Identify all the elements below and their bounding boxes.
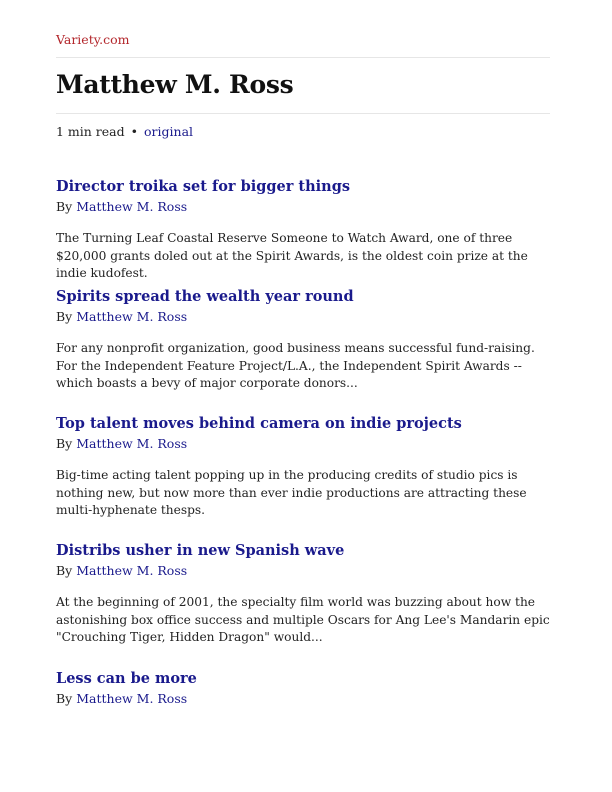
article-item bbox=[56, 415, 550, 520]
author-link[interactable]: Matthew M. Ross bbox=[76, 563, 188, 578]
byline bbox=[56, 436, 550, 452]
article-summary: At the beginning of 2001, the specialty film world was buzzing about how the astonishing box office success and multiple Oscars for Ang Lee's Mandarin epic "Crouching Tiger, Hidden Dragon" would... bbox=[56, 595, 550, 644]
article-meta bbox=[56, 124, 193, 139]
byline-label: By bbox=[56, 691, 73, 706]
byline-label: By bbox=[56, 436, 73, 451]
byline-label: By bbox=[56, 563, 73, 578]
article-title-link[interactable]: Top talent moves behind camera on indie projects bbox=[56, 415, 462, 432]
byline bbox=[56, 691, 550, 707]
article-item bbox=[56, 178, 550, 283]
original-link[interactable]: original bbox=[144, 124, 194, 139]
author-link[interactable]: Matthew M. Ross bbox=[76, 309, 188, 324]
article-title-link[interactable]: Director troika set for bigger things bbox=[56, 178, 351, 195]
byline-label: By bbox=[56, 199, 73, 214]
article-item bbox=[56, 670, 550, 707]
article-title-link[interactable]: Spirits spread the wealth year round bbox=[56, 288, 354, 305]
article-summary: For any nonprofit organization, good business means successful fund-raising. For the Independent Feature Project/L.A., the Independent Spirit Awards -- which boasts a bevy of major corporate donors... bbox=[56, 341, 535, 390]
byline bbox=[56, 563, 550, 579]
article-summary: Big-time acting talent popping up in the producing credits of studio pics is nothing new, but now more than ever indie productions are attracting these multi-hyphenate thesps. bbox=[56, 468, 527, 517]
article-title-link[interactable]: Distribs usher in new Spanish wave bbox=[56, 542, 345, 559]
title-divider bbox=[56, 113, 550, 114]
header-divider bbox=[56, 57, 550, 58]
page-title: Matthew M. Ross bbox=[56, 70, 294, 99]
article-title-link[interactable]: Less can be more bbox=[56, 670, 197, 687]
article-item bbox=[56, 542, 550, 647]
author-link[interactable]: Matthew M. Ross bbox=[76, 436, 188, 451]
article-summary: The Turning Leaf Coastal Reserve Someone to Watch Award, one of three $20,000 grants doled out at the Spirit Awards, is the oldest coin prize at the indie kudofest. bbox=[56, 231, 528, 280]
author-link[interactable]: Matthew M. Ross bbox=[76, 199, 188, 214]
author-link[interactable]: Matthew M. Ross bbox=[76, 691, 188, 706]
byline bbox=[56, 199, 550, 215]
article-item bbox=[56, 288, 550, 393]
meta-separator: • bbox=[130, 124, 139, 139]
byline bbox=[56, 309, 550, 325]
site-link[interactable]: Variety.com bbox=[56, 32, 130, 47]
read-time: 1 min read bbox=[56, 124, 125, 139]
byline-label: By bbox=[56, 309, 73, 324]
